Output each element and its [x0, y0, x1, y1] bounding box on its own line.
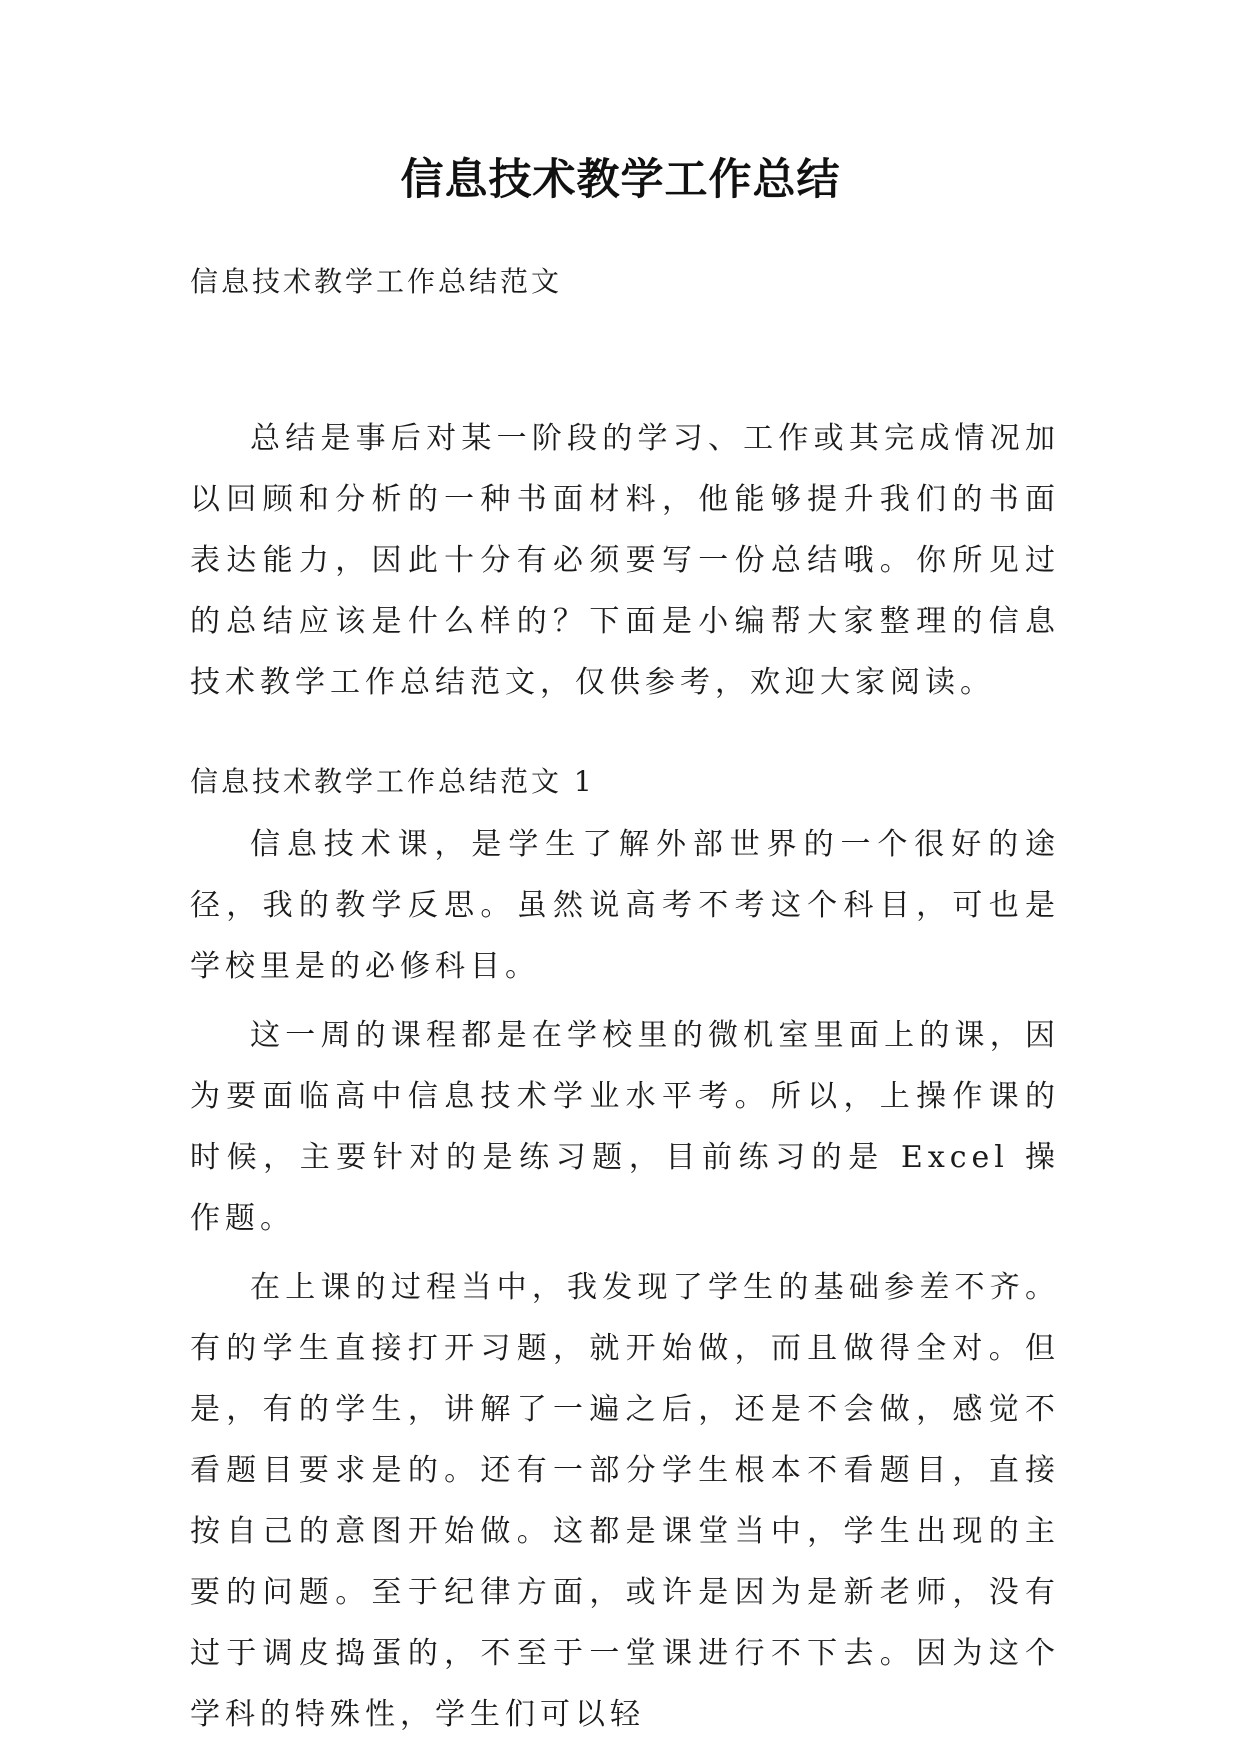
- document-subtitle: 信息技术教学工作总结范文: [190, 265, 563, 298]
- section-body: [190, 814, 1060, 1753]
- intro-paragraph: 总结是事后对某一阶段的学习、工作或其完成情况加以回顾和分析的一种书面材料，他能够提升我们的书面表达能力，因此十分有必须要写一份总结哦。你所见过的总结应该是什么样的？下面是小编帮大家整理的信息技术教学工作总结范文，仅供参考，欢迎大家阅读。: [190, 421, 1060, 700]
- body-paragraph: 信息技术课，是学生了解外部世界的一个很好的途径，我的教学反思。虽然说高考不考这个科目，可也是学校里是的必修科目。: [190, 827, 1060, 984]
- body-paragraph: 这一周的课程都是在学校里的微机室里面上的课，因为要面临高中信息技术学业水平考。所以，上操作课的时候，主要针对的是练习题，目前练习的是 Excel 操作题。: [190, 1018, 1060, 1236]
- section-heading: 信息技术教学工作总结范文 1: [190, 765, 595, 798]
- document-title: 信息技术教学工作总结: [400, 155, 841, 205]
- body-paragraph: 在上课的过程当中，我发现了学生的基础参差不齐。有的学生直接打开习题，就开始做，而且做得全对。但是，有的学生，讲解了一遍之后，还是不会做，感觉不看题目要求是的。还有一部分学生根本不看题目，直接按自己的意图开始做。这都是课堂当中，学生出现的主要的问题。至于纪律方面，或许是因为是新老师，没有过于调皮捣蛋的，不至于一堂课进行不下去。因为这个学科的特殊性，学生们可以轻: [190, 1270, 1060, 1732]
